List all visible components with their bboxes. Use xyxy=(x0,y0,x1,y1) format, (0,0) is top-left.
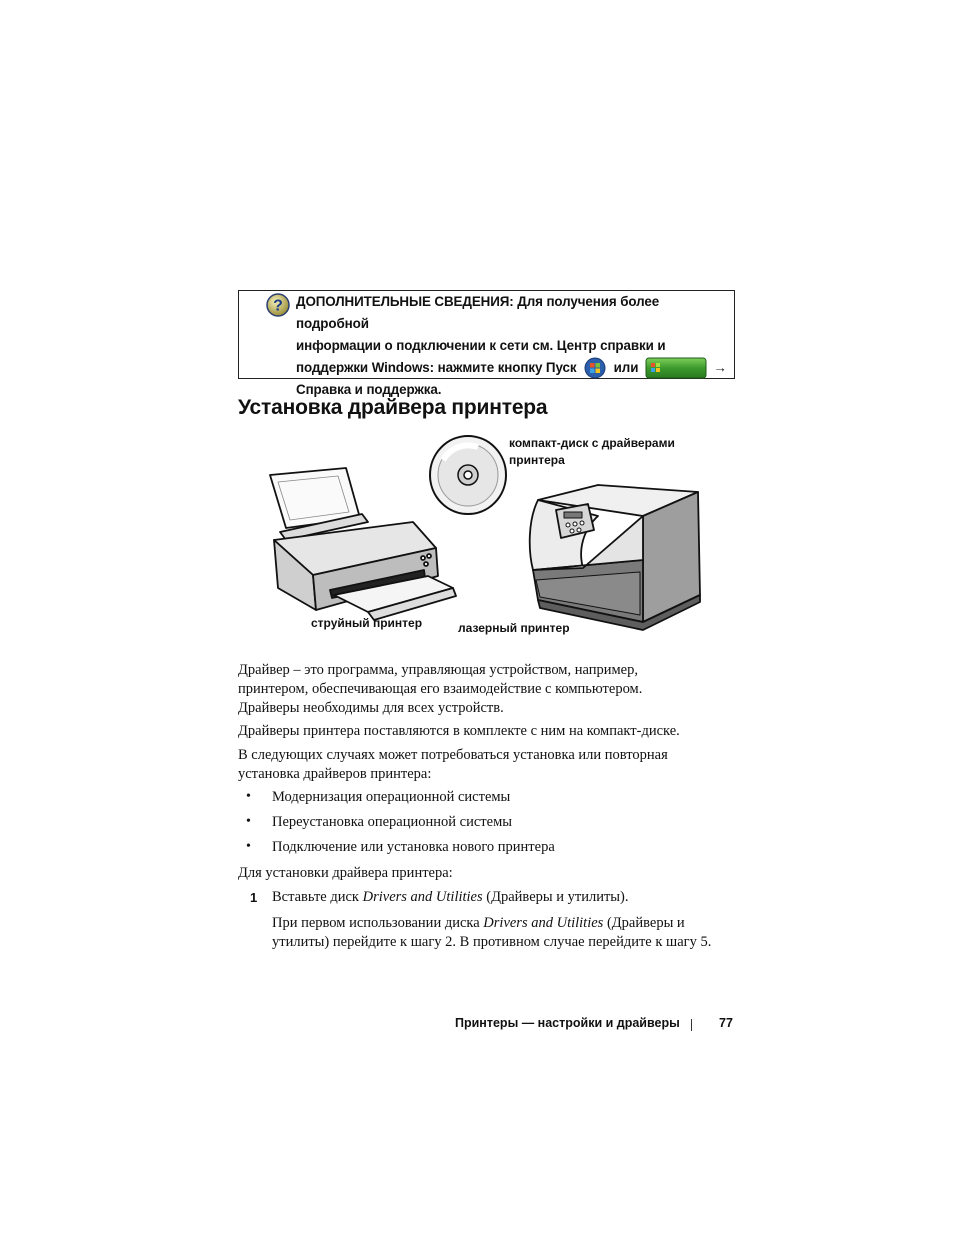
page-number: 77 xyxy=(719,1016,733,1030)
help-question-icon xyxy=(266,293,290,317)
note-text xyxy=(296,291,732,401)
note-or: или xyxy=(613,360,639,375)
paragraph-2: Драйверы принтера поставляются в комплекте с ним на компакт-диске. xyxy=(238,723,680,739)
page-heading: Установка драйвера принтера xyxy=(238,396,548,419)
note-arrow: → xyxy=(713,360,727,375)
note-label: ДОПОЛНИТЕЛЬНЫЕ СВЕДЕНИЯ: xyxy=(296,294,514,309)
svg-text:?: ? xyxy=(273,297,283,315)
paragraph-1-line3: Драйверы необходимы для всех устройств. xyxy=(238,700,504,716)
step-1-note-line2: утилиты) перейдите к шагу 2. В противном случае перейдите к шагу 5. xyxy=(272,934,712,950)
cd-disc-icon xyxy=(430,436,506,514)
laser-printer-icon xyxy=(530,485,700,630)
footer-section-title: Принтеры — настройки и драйверы xyxy=(455,1016,680,1030)
paragraph-1-line2: принтером, обеспечивающая его взаимодействие с компьютером. xyxy=(238,681,643,697)
step-1-note-disc-name: Drivers and Utilities xyxy=(483,915,604,931)
cd-caption-line1: компакт-диск с драйверами xyxy=(509,436,675,450)
inkjet-printer-icon xyxy=(270,468,456,620)
paragraph-1-line1: Драйвер – это программа, управляющая устройством, например, xyxy=(238,662,638,678)
footer-separator xyxy=(691,1019,692,1031)
step-number: 1 xyxy=(250,890,258,905)
bullet-marker: • xyxy=(246,839,251,854)
paragraph-3-line1: В следующих случаях может потребоваться установка или повторная xyxy=(238,747,668,763)
note-line3: поддержки Windows: нажмите кнопку Пуск xyxy=(296,360,577,375)
printer-illustration xyxy=(238,430,738,645)
step-1-text-b: (Драйверы и утилиты). xyxy=(482,889,629,905)
step-1-note-a: При первом использовании диска xyxy=(272,915,484,931)
step-1-note xyxy=(272,914,742,952)
laser-caption: лазерный принтер xyxy=(458,621,570,635)
note-box xyxy=(238,290,735,398)
bullet-item: Переустановка операционной системы xyxy=(272,814,512,830)
bullet-marker: • xyxy=(246,789,251,804)
step-1-text xyxy=(272,889,629,906)
bullet-marker: • xyxy=(246,814,251,829)
note-line2: информации о подключении к сети см. Центр справки и xyxy=(296,338,666,353)
paragraph-1 xyxy=(238,661,738,718)
note-line4: Справка и поддержка. xyxy=(296,382,442,398)
step-1-note-b: (Драйверы и xyxy=(603,915,685,931)
steps-intro: Для установки драйвера принтера: xyxy=(238,865,453,881)
bullet-item: Подключение или установка нового принтера xyxy=(272,839,555,855)
cd-caption xyxy=(509,435,675,469)
windows-xp-start-button-icon xyxy=(645,357,707,379)
bullet-item: Модернизация операционной системы xyxy=(272,789,511,805)
step-1-disc-name: Drivers and Utilities xyxy=(362,889,483,905)
windows-start-orb-icon xyxy=(584,357,606,379)
cd-caption-line2: принтера xyxy=(509,453,565,467)
note-line1: Для получения более подробной xyxy=(296,294,660,331)
paragraph-3-line2: установка драйверов принтера: xyxy=(238,766,432,782)
paragraph-3 xyxy=(238,746,738,784)
inkjet-caption: струйный принтер xyxy=(311,616,423,630)
step-1-text-a: Вставьте диск xyxy=(272,889,363,905)
